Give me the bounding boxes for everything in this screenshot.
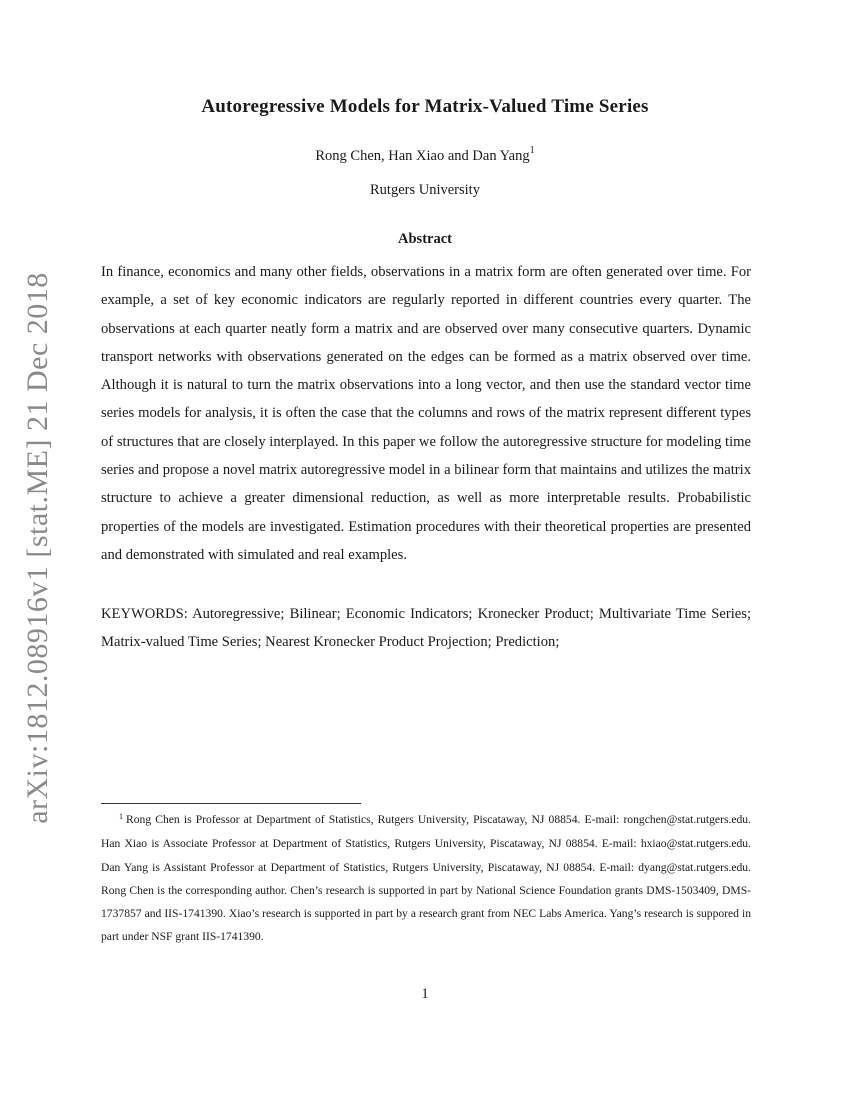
abstract-body: In finance, economics and many other fields, observations in a matrix form are often generated over time. For example, a set of key economic indicators are regularly reported in different countries every quarter. The observations at each quarter neatly form a matrix and are observed over many consecutive quarters. Dynamic transport networks with observations generated on the edges can be formed as a matrix observed over time. Although it is natural to turn the matrix observations into a long vector, and then use the standard vector time series models for analysis, it is often the case that the columns and rows of the matrix represent different types of structures that are closely interplayed. In this paper we follow the autoregressive structure for modeling time series and propose a novel matrix autoregressive model in a bilinear form that maintains and utilizes the matrix structure to achieve a greater dimensional reduction, as well as more interpretable results. Probabilistic properties of the models are investigated. Estimation procedures with their theoretical properties are presented and demonstrated with simulated and real examples. [101, 264, 751, 563]
keywords-paragraph: KEYWORDS: Autoregressive; Bilinear; Economic Indicators; Kronecker Product; Multivariate Time Series; Matrix-valued Time Series; Nearest Kronecker Product Projection; Prediction; [101, 606, 751, 651]
page-number: 1 [421, 986, 429, 1002]
footnote [101, 808, 751, 949]
author-footnote-mark: 1 [529, 145, 535, 156]
footnote-mark: 1 [119, 812, 123, 821]
paper-title: Autoregressive Models for Matrix-Valued Time Series [201, 96, 649, 117]
affiliation: Rutgers University [370, 182, 480, 198]
author-line [0, 146, 850, 165]
footnote-divider [101, 803, 361, 804]
arxiv-identifier-stamp: arXiv:1812.08916v1 [stat.ME] 21 Dec 2018 [21, 272, 54, 824]
footnote-text: Rong Chen is Professor at Department of Statistics, Rutgers University, Piscataway, NJ 08854. E-mail: rongchen@stat.rutgers.edu. Han Xiao is Associate Professor at Department of Statistics, Rutgers University, Piscataway, NJ 08854. E-mail: hxiao@stat.rutgers.edu. Dan Yang is Assistant Professor at Department of Statistics, Rutgers University, Piscataway, NJ 08854. E-mail: dyang@stat.rutgers.edu. Rong Chen is the corresponding author. Chen’s research is supported in part by National Science Foundation grants DMS-1503409, DMS-1737857 and IIS-1741390. Xiao’s research is supported in part by a research grant from NEC Labs America. Yang’s research is suppored in part under NSF grant IIS-1741390. [101, 813, 751, 944]
abstract-heading: Abstract [398, 231, 452, 247]
author-names: Rong Chen, Han Xiao and Dan Yang [315, 147, 530, 164]
